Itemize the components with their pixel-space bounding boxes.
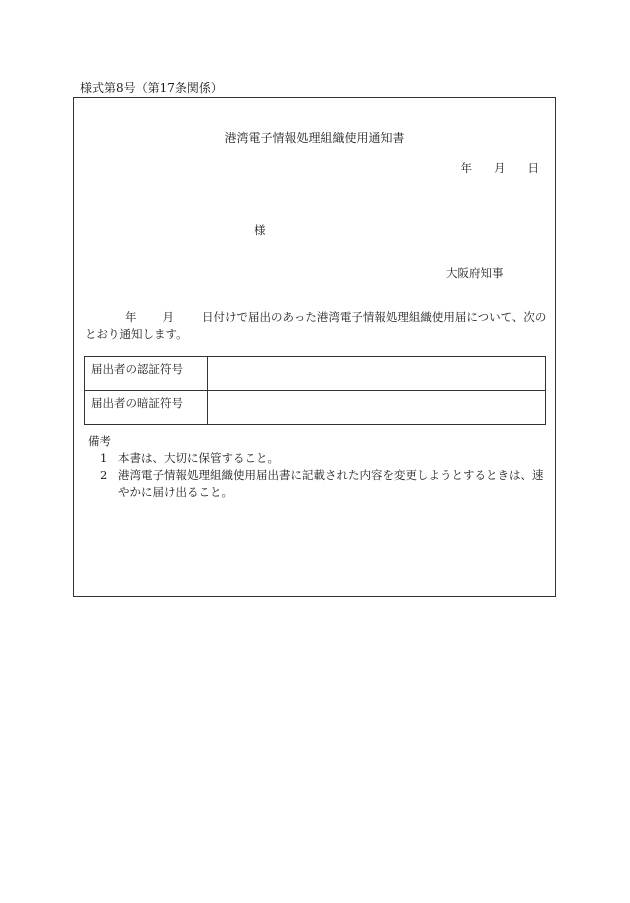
issuer-name: 大阪府知事: [446, 266, 504, 280]
remarks-item-number: 2: [100, 468, 108, 482]
date-day-label: 日: [527, 161, 539, 175]
remarks-item-text: 港湾電子情報処理組織使用届出書に記載された内容を変更しようとするときは、速やかに届け出ること。: [118, 468, 544, 499]
remarks-item-number: 1: [100, 451, 108, 465]
notice-body-line-2: とおり通知します。: [85, 327, 188, 341]
body-month-label: 月: [162, 310, 174, 324]
remarks-item: [88, 450, 548, 467]
remarks: [88, 433, 548, 501]
notice-body: [85, 309, 547, 343]
table-cell-label: 届出者の暗証符号: [85, 391, 208, 425]
document-frame: [73, 97, 556, 597]
code-table: [84, 356, 546, 425]
body-rest: 日付けで届出のあった港湾電子情報処理組織使用届について、次の: [202, 310, 547, 324]
date-row: [461, 160, 540, 176]
remarks-item: [88, 467, 548, 501]
body-year-label: 年: [125, 310, 137, 324]
date-month-label: 月: [494, 161, 506, 175]
addressee-suffix: 様: [254, 223, 266, 237]
table-row: [85, 357, 546, 391]
remarks-heading: 備考: [88, 434, 111, 448]
remarks-item-text: 本書は、大切に保管すること。: [118, 451, 279, 465]
table-row: [85, 391, 546, 425]
form-number: 様式第8号（第17条関係）: [80, 81, 223, 95]
document-title: 港湾電子情報処理組織使用通知書: [224, 131, 405, 145]
table-cell-value: [208, 391, 546, 425]
table-cell-label: 届出者の認証符号: [85, 357, 208, 391]
table-cell-value: [208, 357, 546, 391]
notice-body-line-1: [85, 309, 547, 326]
date-year-label: 年: [460, 161, 472, 175]
